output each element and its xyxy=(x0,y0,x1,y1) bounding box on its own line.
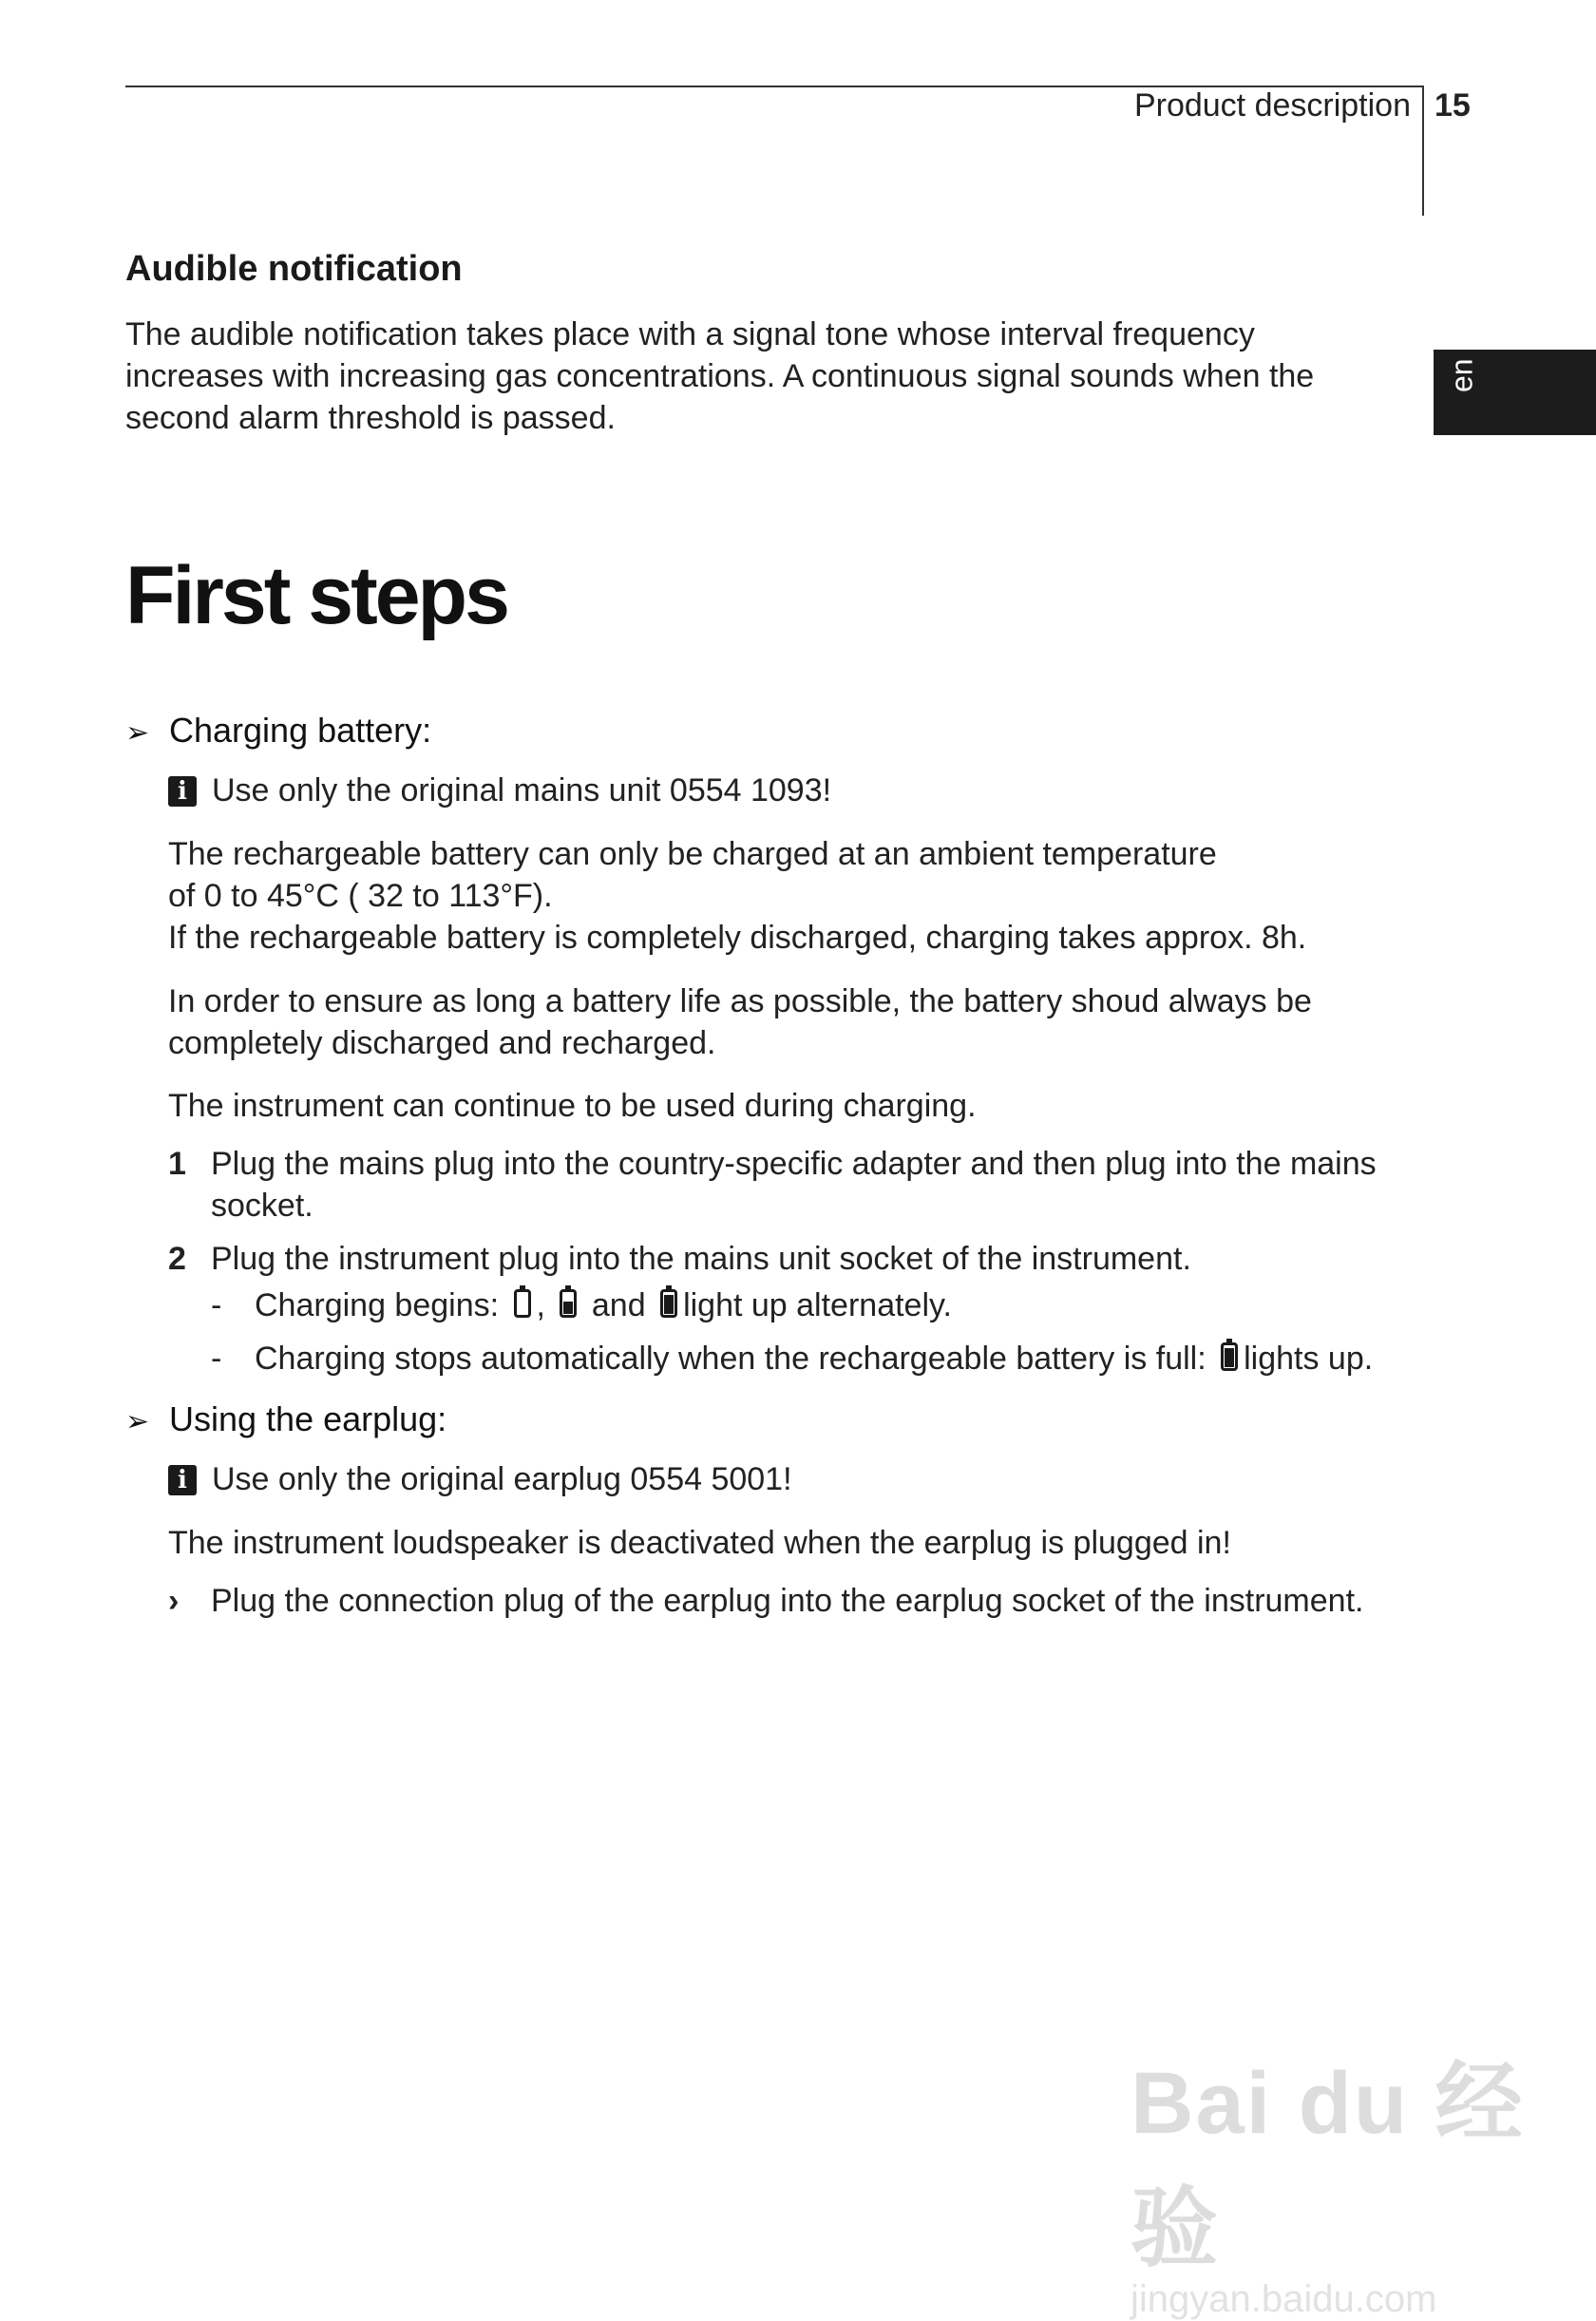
result-text: Charging begins: xyxy=(255,1287,500,1323)
step-text: Plug the mains plug into the country-specific adapter and then plug into the mains xyxy=(211,1146,1377,1182)
language-tab xyxy=(1434,350,1596,435)
result-text: lights up. xyxy=(1244,1341,1374,1377)
step-number: 2 xyxy=(168,1241,186,1277)
step-1-continued: socket. xyxy=(211,1188,314,1224)
earplug-label: Using the earplug: xyxy=(169,1399,447,1438)
baidu-watermark xyxy=(1130,2033,1530,2320)
charging-battery-label: Charging battery: xyxy=(169,711,432,750)
dash-bullet: - xyxy=(211,1341,222,1377)
text-line: completely discharged and recharged. xyxy=(168,1025,716,1061)
earplug-heading xyxy=(125,1399,446,1439)
earplug-action xyxy=(168,1580,1363,1622)
text-line: In order to ensure as long a battery life as possible, the battery shoud always be xyxy=(168,983,1312,1019)
text-line: The rechargeable battery can only be charged at an ambient temperature xyxy=(168,836,1217,872)
dash-bullet: - xyxy=(211,1287,222,1323)
arrow-bullet-icon: ➢ xyxy=(125,1406,150,1437)
info-icon: i xyxy=(168,1465,197,1495)
earplug-note-text: Use only the original earplug 0554 5001! xyxy=(212,1461,792,1497)
audible-notification-text xyxy=(125,314,1398,439)
text-line: increases with increasing gas concentrations. A continuous signal sounds when the xyxy=(125,358,1315,394)
separator: , xyxy=(536,1287,545,1323)
step-number: 1 xyxy=(168,1146,186,1182)
text-line: The audible notification takes place with a signal tone whose interval frequency xyxy=(125,316,1255,352)
info-icon: i xyxy=(168,776,197,807)
watermark-logo-text: Bai du 经验 xyxy=(1130,2055,1525,2277)
watermark-url: jingyan.baidu.com xyxy=(1130,2278,1437,2320)
result-text: light up alternately. xyxy=(683,1287,952,1323)
language-tab-label: en xyxy=(1444,358,1479,392)
result-text: Charging stops automatically when the rechargeable battery is full: xyxy=(255,1341,1206,1377)
and-text: and xyxy=(591,1287,646,1323)
earplug-action-text: Plug the connection plug of the earplug into the earplug socket of the instrument. xyxy=(211,1583,1364,1619)
first-steps-title: First steps xyxy=(125,550,507,641)
text-line: of 0 to 45°C ( 32 to 113°F). xyxy=(168,878,553,914)
text-line: second alarm threshold is passed. xyxy=(125,400,616,436)
charging-note-text: Use only the original mains unit 0554 1093! xyxy=(212,772,832,809)
header-section-title: Product description xyxy=(1133,87,1411,124)
battery-full-icon xyxy=(1221,1342,1238,1371)
audible-notification-title: Audible notification xyxy=(125,249,463,289)
page-number: 15 xyxy=(1434,87,1471,124)
result-charging-begins xyxy=(211,1284,952,1326)
charging-paragraph-1 xyxy=(168,833,1403,959)
charging-paragraph-3: The instrument can continue to be used during charging. xyxy=(168,1088,977,1124)
result-charging-stops xyxy=(211,1338,1373,1379)
earplug-paragraph: The instrument loudspeaker is deactivated when the earplug is plugged in! xyxy=(168,1525,1231,1561)
charging-paragraph-2 xyxy=(168,980,1403,1064)
chevron-right-icon: › xyxy=(168,1583,180,1619)
step-1 xyxy=(168,1143,1377,1185)
charging-note xyxy=(168,770,831,811)
step-2 xyxy=(168,1238,1191,1280)
charging-battery-heading xyxy=(125,711,431,751)
arrow-bullet-icon: ➢ xyxy=(125,717,150,749)
battery-half-icon xyxy=(560,1289,577,1318)
earplug-note xyxy=(168,1458,792,1500)
text-line: If the rechargeable battery is completely discharged, charging takes approx. 8h. xyxy=(168,920,1307,956)
battery-empty-icon xyxy=(514,1289,531,1318)
battery-full-icon xyxy=(660,1289,677,1318)
step-text: Plug the instrument plug into the mains unit socket of the instrument. xyxy=(211,1241,1191,1277)
header-divider xyxy=(1422,86,1424,216)
